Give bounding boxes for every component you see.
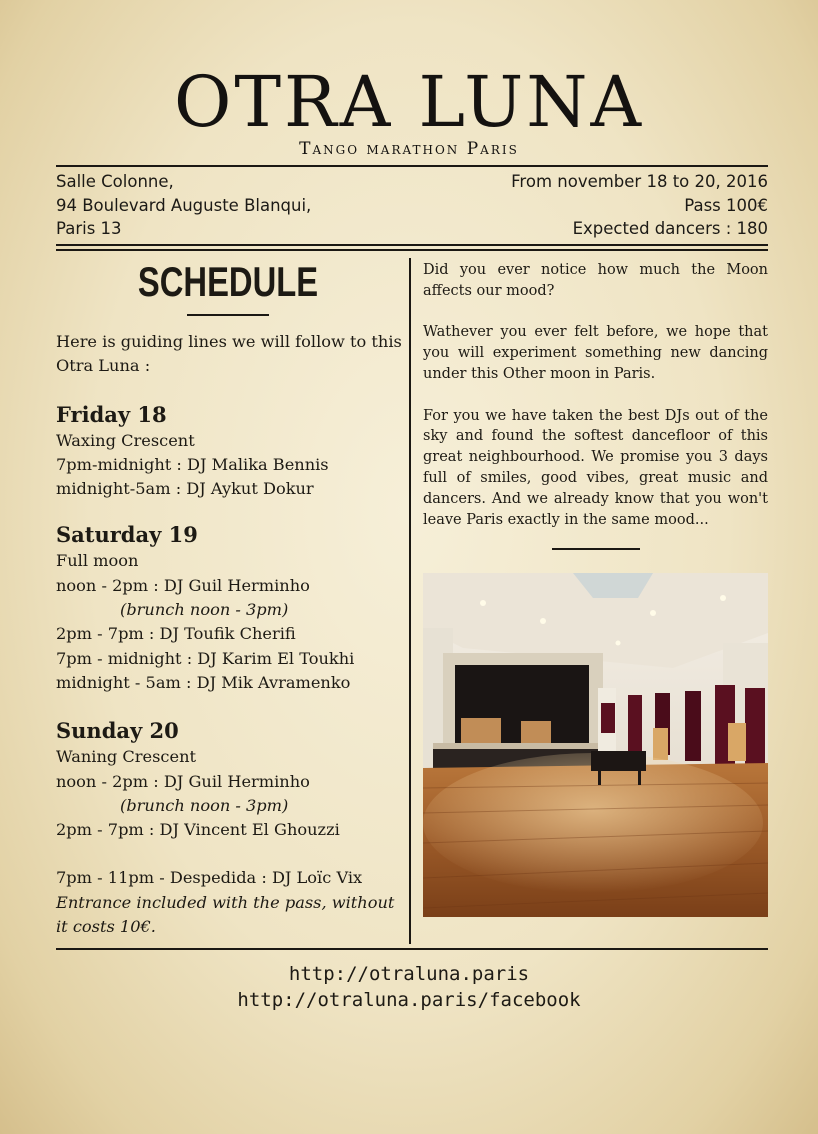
sunday-item: 2pm - 7pm : DJ Vincent El Ghouzzi	[56, 820, 340, 840]
poster-subtitle: Tango marathon Paris	[299, 139, 519, 159]
header-divider	[56, 165, 768, 167]
event-dates: From november 18 to 20, 2016	[511, 172, 768, 191]
saturday-item: 2pm - 7pm : DJ Toufik Cherifi	[56, 624, 296, 644]
description-paragraph: Did you ever notice how much the Moon affects our mood?	[423, 262, 768, 299]
sunday-brunch: (brunch noon - 3pm)	[120, 795, 289, 815]
saturday-item: 7pm - midnight : DJ Karim El Toukhi	[56, 648, 355, 668]
sunday-note: Entrance included with the pass, without it costs 10€.	[56, 892, 395, 937]
saturday-item: noon - 2pm : DJ Guil Herminho	[56, 575, 310, 595]
venue-city: Paris 13	[56, 219, 122, 238]
poster-title: OTRA LUNA	[173, 61, 645, 143]
venue-street: 94 Boulevard Auguste Blanqui,	[56, 195, 312, 215]
saturday-item: midnight - 5am : DJ Mik Avramenko	[56, 672, 351, 692]
event-info	[511, 170, 768, 241]
schedule-heading-underline	[187, 314, 269, 316]
schedule-heading: SCHEDULE	[137, 258, 319, 305]
sunday-item: 7pm - 11pm - Despedida : DJ Loïc Vix	[56, 868, 363, 888]
friday-item: 7pm-midnight : DJ Malika Bennis	[56, 454, 329, 474]
description-paragraph: Wathever you ever felt before, we hope that you will experiment something new dancing under this Other moon in Paris.	[423, 324, 768, 382]
sunday-moon: Waning Crescent	[56, 747, 197, 767]
saturday-moon: Full moon	[56, 551, 139, 571]
event-pass-price: Pass 100€	[684, 195, 768, 215]
sunday-item: noon - 2pm : DJ Guil Herminho	[56, 771, 310, 791]
column-divider	[409, 258, 411, 944]
ballroom-photo	[423, 573, 768, 917]
info-divider-bottom	[56, 249, 768, 251]
sunday-title: Sunday 20	[56, 718, 179, 744]
event-expected-dancers: Expected dancers : 180	[572, 219, 768, 238]
venue-address	[56, 170, 311, 241]
saturday-brunch: (brunch noon - 3pm)	[120, 600, 289, 620]
website-link[interactable]: http://otraluna.paris	[288, 963, 530, 985]
description-rule	[552, 548, 640, 550]
description-paragraph: For you we have taken the best DJs out of the sky and found the softest dancefloor of this great neighbourhood. We promise you 3 days full of smiles, good vibes, great music and dancers. And we already know that you won't leave Paris exactly in the same mood...	[423, 407, 768, 528]
footer-divider	[56, 948, 768, 950]
friday-title: Friday 18	[56, 401, 167, 427]
info-divider-top	[56, 244, 768, 246]
facebook-link[interactable]: http://otraluna.paris/facebook	[237, 989, 581, 1011]
friday-moon: Waxing Crescent	[56, 430, 195, 450]
schedule-column	[56, 330, 404, 939]
description-column	[423, 260, 768, 551]
venue-name: Salle Colonne,	[56, 172, 174, 191]
friday-item: midnight-5am : DJ Aykut Dokur	[56, 479, 314, 499]
saturday-title: Saturday 19	[56, 522, 198, 548]
schedule-intro: Here is guiding lines we will follow to this Otra Luna :	[56, 332, 402, 376]
